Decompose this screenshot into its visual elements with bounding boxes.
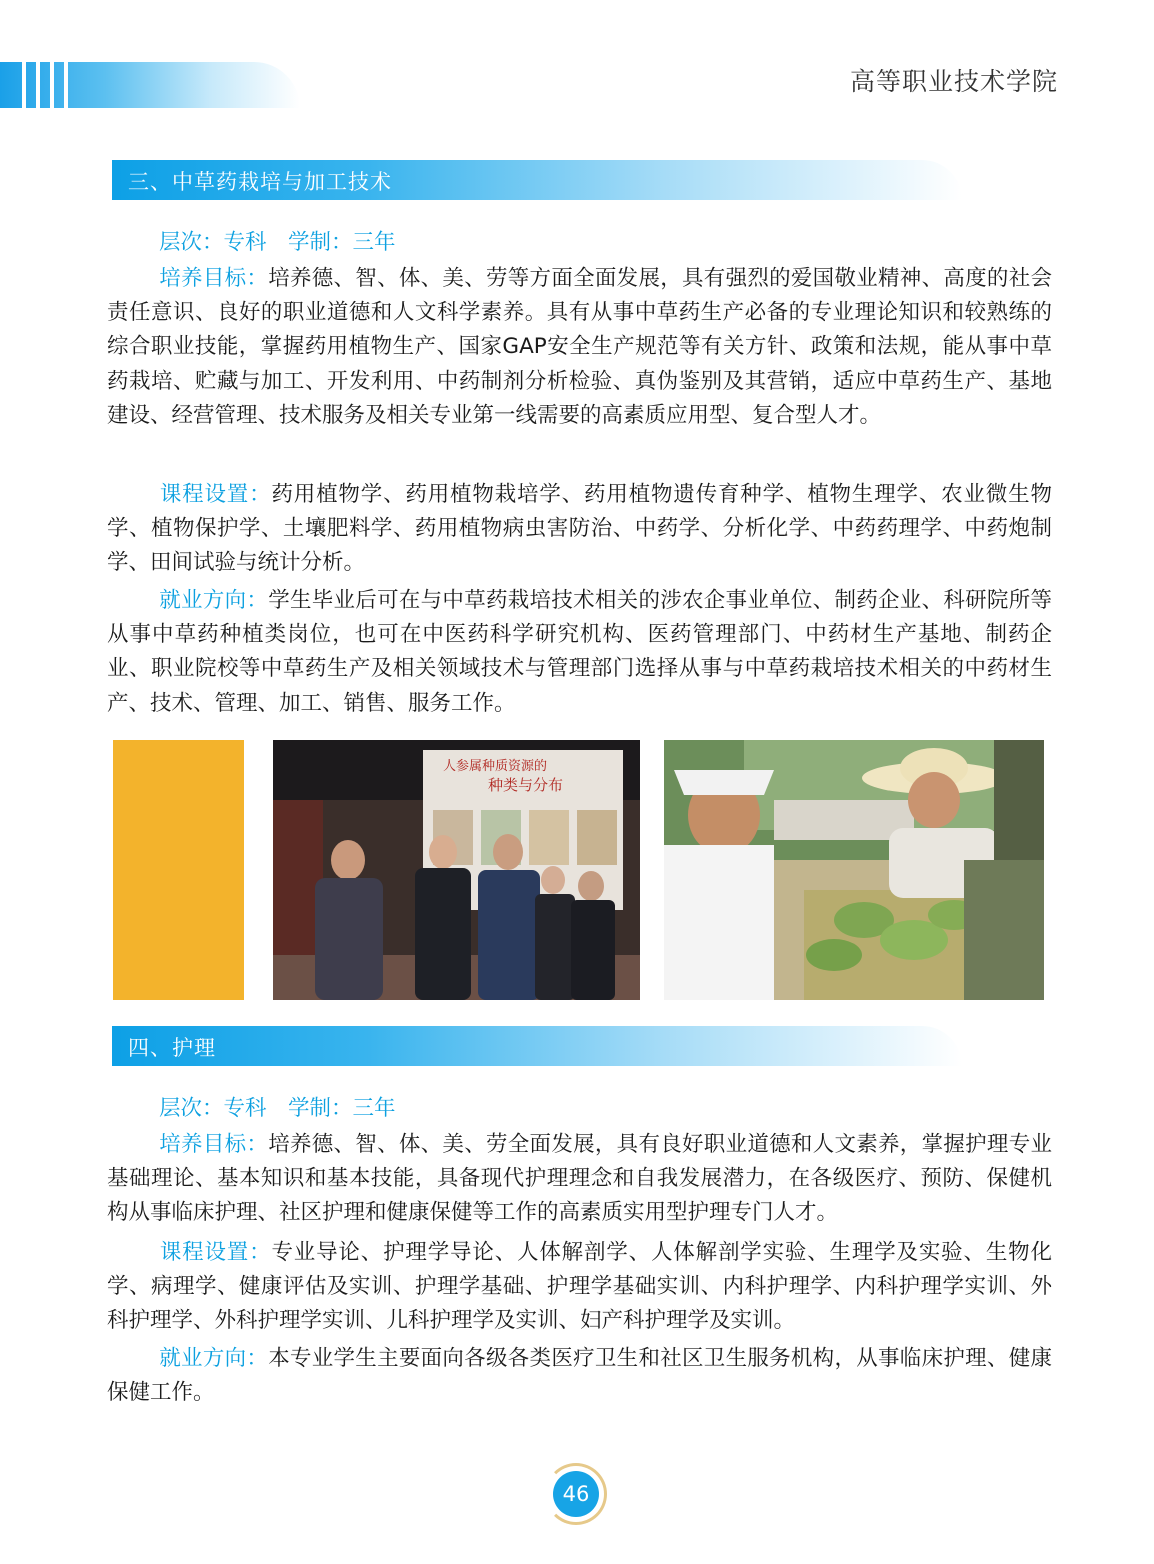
goal-text: 培养德、智、体、美、劳全面发展，具有良好职业道德和人文素养，掌握护理专业基础理论、基本知识和基本技能，具备现代护理理念和自我发展潜力，在各级医疗、预防、保健机构从事临床护理、社区护理和健康保健等工作的高素质实用型护理专门人才。 <box>107 1132 1052 1226</box>
goal-text: 培养德、智、体、美、劳等方面全面发展，具有强烈的爱国敬业精神、高度的社会责任意识、良好的职业道德和人文科学素养。具有从事中草药生产必备的专业理论知识和较熟练的综合职业技能，掌握药用植物生产、国家GAP安全生产规范等有关方针、政策和法规，能从事中草药栽培、贮藏与加工、开发利用、中药制剂分析检验、真伪鉴别及其营销，适应中草药生产、基地建设、经营管理、技术服务及相关专业第一线需要的高素质应用型、复合型人才。 <box>107 266 1052 428</box>
field-practice-illustration <box>664 740 1044 1000</box>
goal-paragraph <box>107 1128 1052 1231</box>
section-title: 三、中草药栽培与加工技术 <box>128 170 392 194</box>
section-header-bar <box>112 160 962 200</box>
header-stripe <box>22 62 26 108</box>
career-label: 就业方向： <box>159 1346 269 1371</box>
career-label: 就业方向： <box>159 588 269 613</box>
courses-label: 课程设置： <box>159 1240 272 1265</box>
orange-decor-block <box>113 740 244 1000</box>
level-line <box>107 226 1052 260</box>
header-gradient-bar <box>0 62 300 108</box>
exhibit-banner-line2: 种类与分布 <box>488 776 564 794</box>
career-text: 学生毕业后可在与中草药栽培技术相关的涉农企事业单位、制药企业、科研院所等从事中草药种植类岗位，也可在中医药科学研究机构、医药管理部门、中药材生产基地、制药企业、职业院校等中草药生产及相关领域技术与管理部门选择从事与中草药栽培技术相关的中药材生产、技术、管理、加工、销售、服务工作。 <box>107 588 1052 716</box>
level-line <box>107 1092 1052 1126</box>
career-paragraph <box>107 1342 1052 1410</box>
school-name: 高等职业技术学院 <box>849 67 1058 96</box>
goal-label: 培养目标： <box>159 266 269 291</box>
field-practice-photo <box>664 740 1044 1000</box>
exhibit-banner-line1: 人参属种质资源的 <box>443 759 548 774</box>
level-text: 层次：专科 学制：三年 <box>159 1096 396 1121</box>
goal-paragraph <box>107 262 1052 433</box>
page-number-badge <box>545 1463 607 1525</box>
page-number: 46 <box>553 1471 599 1517</box>
courses-paragraph <box>107 478 1052 581</box>
section-header-bar <box>112 1026 962 1066</box>
header-decoration <box>0 62 300 108</box>
courses-paragraph <box>107 1236 1052 1339</box>
section-title: 四、护理 <box>128 1036 216 1060</box>
exhibition-photo <box>273 740 640 1000</box>
career-text: 本专业学生主要面向各级各类医疗卫生和社区卫生服务机构，从事临床护理、健康保健工作。 <box>107 1346 1052 1406</box>
header-stripe <box>50 62 54 108</box>
header-stripe <box>64 62 68 108</box>
courses-label: 课程设置： <box>159 482 272 507</box>
goal-label: 培养目标： <box>159 1132 269 1157</box>
exhibition-photo-illustration <box>273 740 640 1000</box>
career-paragraph <box>107 584 1052 721</box>
level-text: 层次：专科 学制：三年 <box>159 230 396 255</box>
courses-text: 专业导论、护理学导论、人体解剖学、人体解剖学实验、生理学及实验、生物化学、病理学、健康评估及实训、护理学基础、护理学基础实训、内科护理学、内科护理学实训、外科护理学、外科护理学实训、儿科护理学及实训、妇产科护理学及实训。 <box>107 1240 1052 1334</box>
courses-text: 药用植物学、药用植物栽培学、药用植物遗传育种学、植物生理学、农业微生物学、植物保护学、土壤肥料学、药用植物病虫害防治、中药学、分析化学、中药药理学、中药炮制学、田间试验与统计分析。 <box>107 482 1052 576</box>
header-stripe <box>36 62 40 108</box>
